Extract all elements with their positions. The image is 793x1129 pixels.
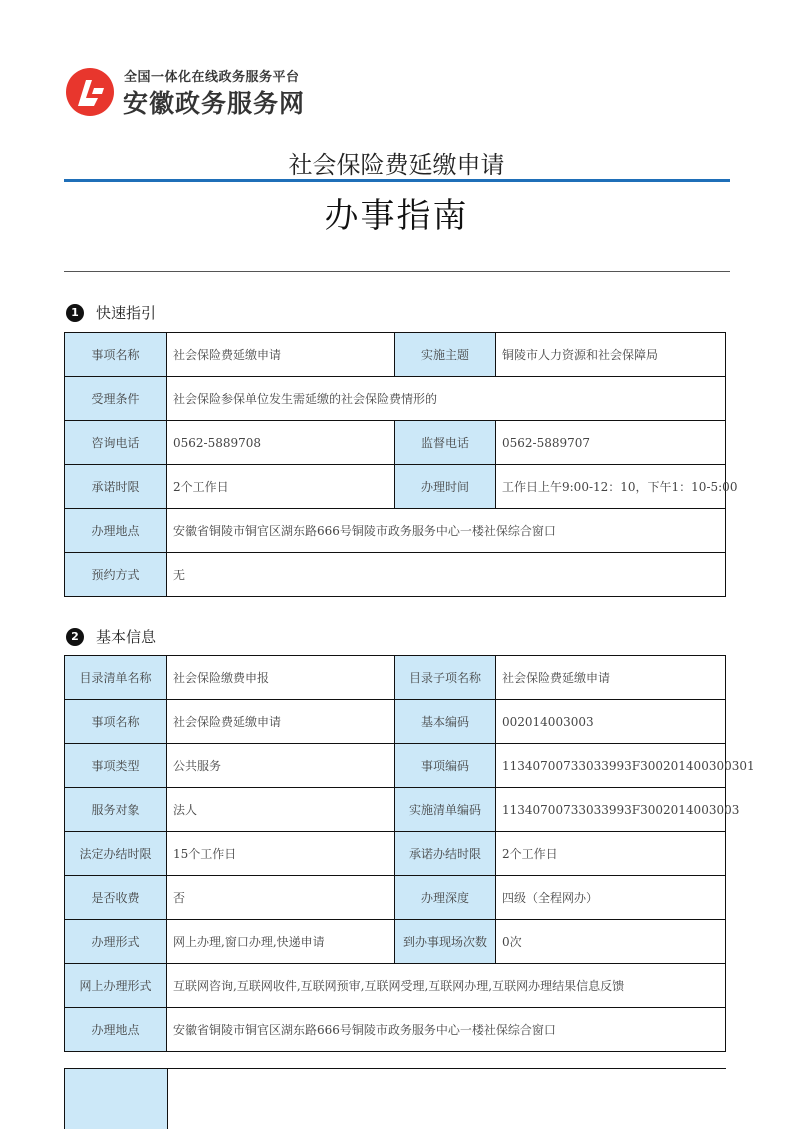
section-title: 快速指引 (96, 304, 157, 322)
field-value: 公共服务 (167, 744, 395, 788)
field-value: 四级（全程网办） (496, 876, 726, 920)
header-divider (64, 271, 730, 272)
field-label: 咨询电话 (65, 421, 167, 465)
field-value: 无 (167, 553, 726, 597)
document-title: 社会保险费延缴申请 (288, 151, 505, 179)
field-value: 2个工作日 (167, 465, 395, 509)
field-value: 网上办理,窗口办理,快递申请 (167, 920, 395, 964)
field-label: 实施清单编码 (395, 788, 496, 832)
field-value: 安徽省铜陵市铜官区湖东路666号铜陵市政务服务中心一楼社保综合窗口 (167, 1008, 726, 1052)
section-quick-guide-heading (66, 302, 156, 323)
table-row (65, 509, 726, 553)
field-label: 目录子项名称 (395, 656, 496, 700)
field-label: 办理地点 (65, 509, 167, 553)
field-label: 承诺办结时限 (395, 832, 496, 876)
field-label: 监督电话 (395, 421, 496, 465)
table-row (65, 1008, 726, 1052)
table-row (65, 788, 726, 832)
logo-site-name: 安徽政务服务网 (123, 89, 306, 118)
field-value: 社会保险缴费申报 (167, 656, 395, 700)
table-row (65, 744, 726, 788)
field-label: 事项名称 (65, 700, 167, 744)
section-title: 基本信息 (96, 628, 157, 646)
field-label: 承诺时限 (65, 465, 167, 509)
field-label: 服务对象 (65, 788, 167, 832)
field-value: 互联网咨询,互联网收件,互联网预审,互联网受理,互联网办理,互联网办理结果信息反馈 (167, 964, 726, 1008)
field-label: 办理形式 (65, 920, 167, 964)
field-value: 法人 (167, 788, 395, 832)
field-value: 002014003003 (496, 700, 726, 744)
quick-guide-table (64, 332, 738, 597)
field-label: 到办事现场次数 (395, 920, 496, 964)
field-value: 0562-5889707 (496, 421, 726, 465)
field-label: 办理地点 (65, 1008, 167, 1052)
field-label: 实施主题 (395, 333, 496, 377)
field-value: 11340700733033993F3002014003003 (496, 788, 726, 832)
table-row (65, 832, 726, 876)
field-value: 铜陵市人力资源和社会保障局 (496, 333, 726, 377)
field-label: 办理深度 (395, 876, 496, 920)
table-row (65, 377, 726, 421)
basic-info-table (64, 655, 755, 1052)
field-label: 办理时间 (395, 465, 496, 509)
table-row (65, 333, 726, 377)
field-value: 社会保险参保单位发生需延缴的社会保险费情形的 (167, 377, 726, 421)
field-label: 受理条件 (65, 377, 167, 421)
table-row (65, 700, 726, 744)
field-value: 社会保险费延缴申请 (496, 656, 726, 700)
field-value: 15个工作日 (167, 832, 395, 876)
field-label: 事项编码 (395, 744, 496, 788)
field-label: 基本编码 (395, 700, 496, 744)
field-value: 11340700733033993F300201400300301 (496, 744, 726, 788)
field-label: 法定办结时限 (65, 832, 167, 876)
table-row (65, 656, 726, 700)
table-row (65, 465, 726, 509)
section-basic-info-heading (66, 626, 156, 647)
field-value: 否 (167, 876, 395, 920)
section-number-icon: 2 (66, 628, 84, 646)
table-row (65, 421, 726, 465)
field-value: 0次 (496, 920, 726, 964)
table-row (65, 876, 726, 920)
table-row (65, 553, 726, 597)
field-value: 工作日上午9:00-12：10，下午1：10-5:00 (496, 465, 726, 509)
truncated-row-label (65, 1069, 168, 1129)
title-divider (64, 179, 730, 182)
field-value: 安徽省铜陵市铜官区湖东路666号铜陵市政务服务中心一楼社保综合窗口 (167, 509, 726, 553)
field-value: 0562-5889708 (167, 421, 395, 465)
field-value: 社会保险费延缴申请 (167, 700, 395, 744)
field-label: 事项类型 (65, 744, 167, 788)
field-label: 目录清单名称 (65, 656, 167, 700)
anhui-gov-service-logo-icon (64, 66, 116, 118)
field-label: 网上办理形式 (65, 964, 167, 1008)
logo-platform-name: 全国一体化在线政务服务平台 (124, 70, 300, 85)
field-label: 事项名称 (65, 333, 167, 377)
field-value: 2个工作日 (496, 832, 726, 876)
field-label: 预约方式 (65, 553, 167, 597)
table-row (65, 964, 726, 1008)
field-value: 社会保险费延缴申请 (167, 333, 395, 377)
field-label: 是否收费 (65, 876, 167, 920)
section-number-icon: 1 (66, 304, 84, 322)
guide-heading: 办事指南 (324, 196, 469, 236)
table-row (65, 920, 726, 964)
